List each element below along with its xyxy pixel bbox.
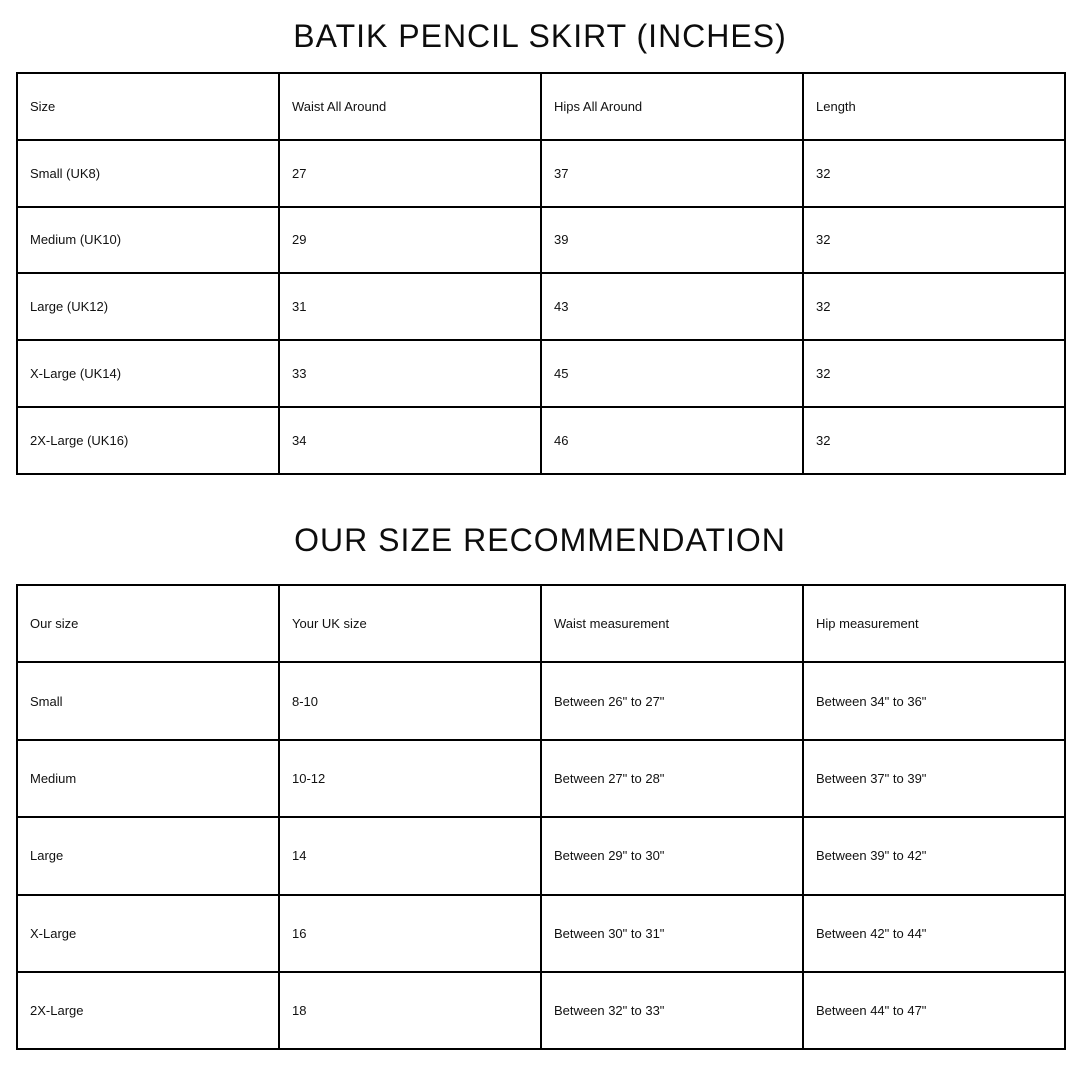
table-cell: Between 30" to 31" xyxy=(541,895,803,972)
table-cell: Between 27" to 28" xyxy=(541,740,803,817)
table-cell: Small (UK8) xyxy=(17,140,279,207)
table-cell: Between 26" to 27" xyxy=(541,662,803,739)
table-cell: 37 xyxy=(541,140,803,207)
table-cell: 10-12 xyxy=(279,740,541,817)
table-cell: Between 44" to 47" xyxy=(803,972,1065,1049)
recommendation-table xyxy=(16,584,1066,1050)
table-cell: 32 xyxy=(803,273,1065,340)
table-row xyxy=(17,972,1065,1049)
table-row xyxy=(17,140,1065,207)
table-cell: 32 xyxy=(803,340,1065,407)
table-cell: Between 39" to 42" xyxy=(803,817,1065,894)
table-cell: 34 xyxy=(279,407,541,474)
header-cell: Your UK size xyxy=(279,585,541,662)
header-cell: Size xyxy=(17,73,279,140)
header-cell: Hip measurement xyxy=(803,585,1065,662)
table-header-row xyxy=(17,585,1065,662)
table-cell: 16 xyxy=(279,895,541,972)
table-cell: Large (UK12) xyxy=(17,273,279,340)
table-cell: 32 xyxy=(803,207,1065,274)
size-chart-title: BATIK PENCIL SKIRT (INCHES) xyxy=(293,18,787,54)
table-cell: 2X-Large xyxy=(17,972,279,1049)
table-header-row xyxy=(17,73,1065,140)
table-cell: 45 xyxy=(541,340,803,407)
table-cell: 18 xyxy=(279,972,541,1049)
header-cell: Waist measurement xyxy=(541,585,803,662)
table-cell: 43 xyxy=(541,273,803,340)
table-cell: 27 xyxy=(279,140,541,207)
table-cell: 31 xyxy=(279,273,541,340)
table-cell: 8-10 xyxy=(279,662,541,739)
table-cell: Small xyxy=(17,662,279,739)
header-cell: Hips All Around xyxy=(541,73,803,140)
table-cell: 29 xyxy=(279,207,541,274)
table-row xyxy=(17,895,1065,972)
table-row xyxy=(17,817,1065,894)
header-cell: Length xyxy=(803,73,1065,140)
recommendation-title: OUR SIZE RECOMMENDATION xyxy=(294,522,786,558)
table-cell: Between 42" to 44" xyxy=(803,895,1065,972)
header-cell: Waist All Around xyxy=(279,73,541,140)
table-cell: X-Large (UK14) xyxy=(17,340,279,407)
table-cell: Between 37" to 39" xyxy=(803,740,1065,817)
table-cell: X-Large xyxy=(17,895,279,972)
table-cell: 32 xyxy=(803,407,1065,474)
table-cell: 33 xyxy=(279,340,541,407)
table-cell: 39 xyxy=(541,207,803,274)
table-row xyxy=(17,662,1065,739)
table-cell: Between 34" to 36" xyxy=(803,662,1065,739)
table-cell: 2X-Large (UK16) xyxy=(17,407,279,474)
table-row xyxy=(17,340,1065,407)
table-row xyxy=(17,273,1065,340)
table-cell: Large xyxy=(17,817,279,894)
table-cell: 46 xyxy=(541,407,803,474)
size-chart-table xyxy=(16,72,1066,475)
table-cell: 32 xyxy=(803,140,1065,207)
table-row xyxy=(17,740,1065,817)
table-cell: Medium (UK10) xyxy=(17,207,279,274)
table-cell: Medium xyxy=(17,740,279,817)
table-row xyxy=(17,207,1065,274)
table-cell: 14 xyxy=(279,817,541,894)
header-cell: Our size xyxy=(17,585,279,662)
table-cell: Between 29" to 30" xyxy=(541,817,803,894)
table-row xyxy=(17,407,1065,474)
table-cell: Between 32" to 33" xyxy=(541,972,803,1049)
